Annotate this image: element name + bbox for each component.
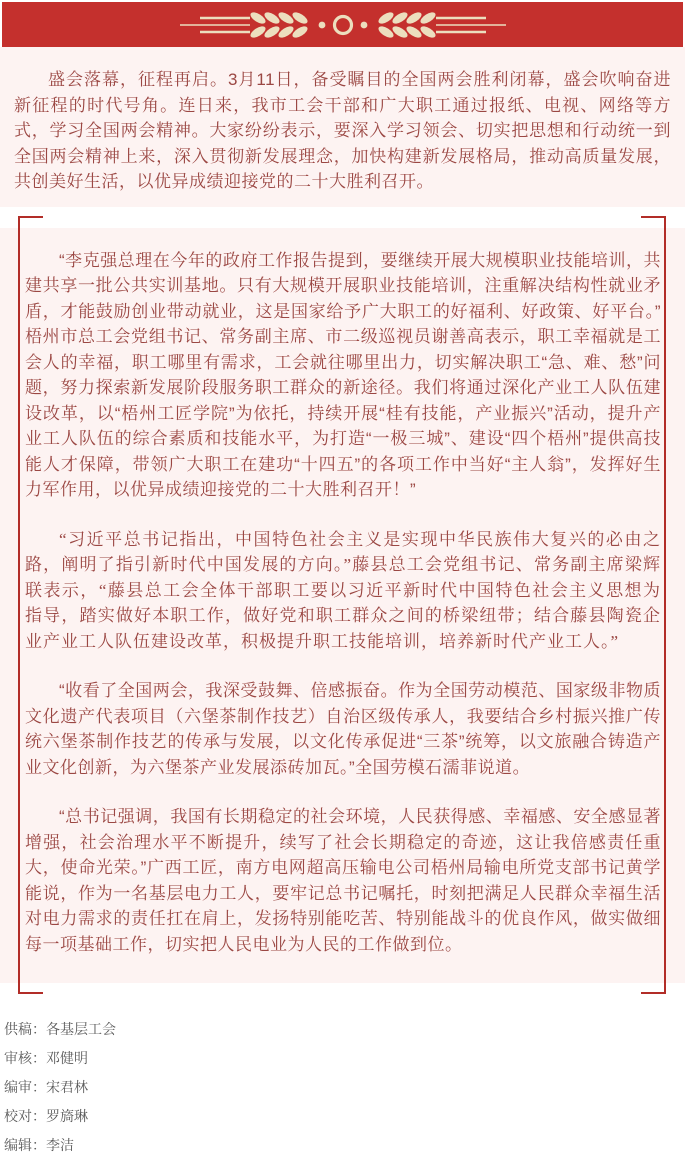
quote-box (0, 228, 685, 984)
quote-paragraph: “李克强总理在今年的政府工作报告提到，要继续开展大规模职业技能培训，共建共享一批公共实训基地。只有大规模开展职业技能培训，注重解决结构性就业矛盾，才能鼓励创业带动就业，这是国家给予广大职工的好福利、好政策、好平台。”梧州市总工会党组书记、常务副主席、市二级巡视员谢善高表示，职工幸福就是工会人的幸福，职工哪里有需求，工会就往哪里出力，切实解决职工“急、难、愁”问题，努力探索新发展阶段服务职工群众的新途径。我们将通过深化产业工人队伍建设改革，以“梧州工匠学院”为依托，持续开展“桂有技能，产业振兴”活动，提升产业工人队伍的综合素质和技能水平，为打造“一极三城”、建设“四个梧州”提供高技能人才保障，带领广大职工在建功“十四五”的各项工作中当好“主人翁”，发挥好生力军作用，以优异成绩迎接党的二十大胜利召开！” (25, 250, 661, 499)
intro-section (0, 47, 685, 207)
wheat-ornament-icon (178, 5, 508, 45)
header-banner (2, 2, 683, 47)
section-divider (0, 207, 685, 228)
intro-paragraph: 盛会落幕，征程再启。3月11日，备受瞩目的全国两会胜利闭幕，盛会吹响奋进新征程的时代号角。连日来，我市工会干部和广大职工通过报纸、电视、网络等方式，学习全国两会精神。大家纷纷表示，要深入学习领会、切实把思想和行动统一到全国两会精神上来，深入贯彻新发展理念，加快构建新发展格局，推动高质量发展，共创美好生活，以优异成绩迎接党的二十大胜利召开。 (14, 70, 671, 191)
credit-line: 编审：宋君林 (4, 1079, 88, 1095)
credit-line: 审核：邓健明 (4, 1050, 88, 1066)
quote-paragraph: “总书记强调，我国有长期稳定的社会环境，人民获得感、幸福感、安全感显著增强，社会治理水平不断提升，续写了社会长期稳定的奇迹，这让我倍感责任重大，使命光荣。”广西工匠，南方电网超高压输电公司梧州局输电所党支部书记黄学能说，作为一名基层电力工人，要牢记总书记嘱托，时刻把满足人民群众幸福生活对电力需求的责任扛在肩上，发扬特别能吃苦、特别能战斗的优良作风，做实做细每一项基础工作，切实把人民电业为人民的工作做到位。 (25, 807, 661, 954)
quote-paragraph: “习近平总书记指出，中国特色社会主义是实现中华民族伟大复兴的必由之路，阐明了指引新时代中国发展的方向。”藤县总工会党组书记、常务副主席梁辉联表示，“藤县总工会全体干部职工要以习近平新时代中国特色社会主义思想为指导，踏实做好本职工作，做好党和职工群众之间的桥梁纽带；结合藤县陶瓷企业产业工人队伍建设改革，积极提升职工技能培训，培养新时代产业工人。” (25, 529, 661, 651)
quote-paragraph: “收看了全国两会，我深受鼓舞、倍感振奋。作为全国劳动模范、国家级非物质文化遗产代表项目（六堡茶制作技艺）自治区级传承人，我要结合乡村振兴推广传统六堡茶制作技艺的传承与发展，以文化传承促进“三茶”统筹，以文旅融合铸造产业文化创新，为六堡茶产业发展添砖加瓦。”全国劳模石濡菲说道。 (25, 681, 661, 777)
credit-line: 编辑：李洁 (4, 1137, 74, 1153)
credit-line: 校对：罗旖琳 (4, 1108, 88, 1124)
article-page (0, 2, 685, 1162)
credit-line: 供稿：各基层工会 (4, 1021, 116, 1037)
credits-footer (0, 995, 685, 1162)
